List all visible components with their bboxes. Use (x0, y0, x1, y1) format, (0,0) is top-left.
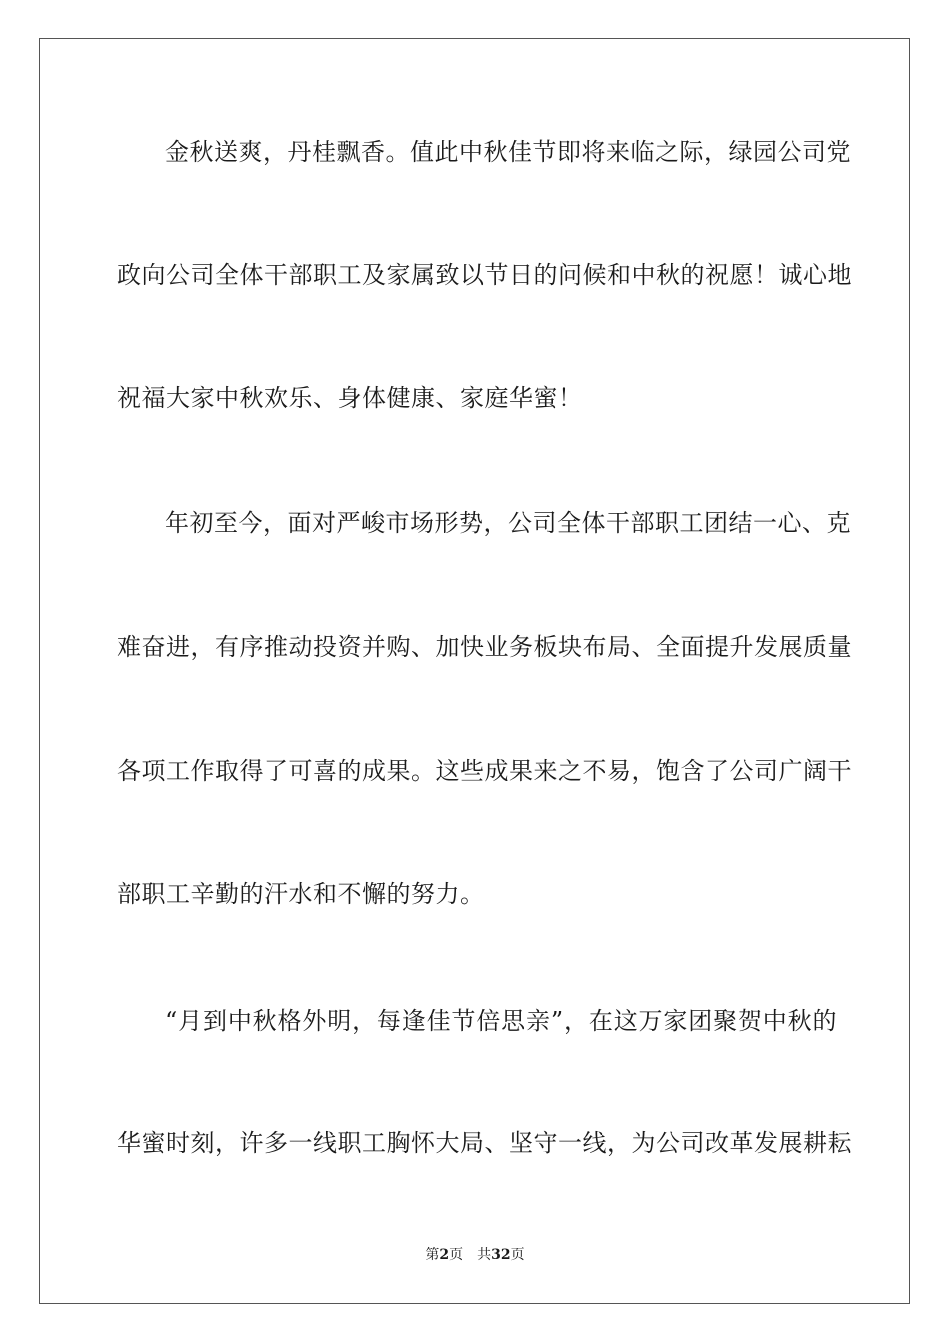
page-footer (0, 1246, 950, 1264)
paragraph-3-line-2: 华蜜时刻，许多一线职工胸怀大局、坚守一线，为公司改革发展耕耘 (117, 1129, 852, 1157)
total-pages: 32 (491, 1247, 511, 1263)
paragraph-1-line-3: 祝福大家中秋欢乐、身体健康、家庭华蜜！ (117, 384, 583, 412)
page-suffix: 页 (449, 1247, 464, 1263)
total-suffix: 页 (510, 1247, 525, 1263)
paragraph-1-line-2: 政向公司全体干部职工及家属致以节日的问候和中秋的祝愿！诚心地 (117, 261, 852, 289)
paragraph-1-line-1: 金秋送爽，丹桂飘香。值此中秋佳节即将来临之际，绿园公司党 (165, 138, 851, 166)
paragraph-2-line-1: 年初至今，面对严峻市场形势，公司全体干部职工团结一心、克 (165, 509, 851, 537)
paragraph-2-line-3: 各项工作取得了可喜的成果。这些成果来之不易，饱含了公司广阔干 (117, 757, 852, 785)
page-border (39, 38, 910, 1304)
total-prefix: 共 (477, 1247, 492, 1263)
paragraph-2-line-2: 难奋进，有序推动投资并购、加快业务板块布局、全面提升发展质量 (117, 633, 852, 661)
paragraph-2-line-4: 部职工辛勤的汗水和不懈的努力。 (117, 880, 485, 908)
paragraph-3-line-1: “月到中秋格外明，每逢佳节倍思亲”，在这万家团聚贺中秋的 (165, 1007, 837, 1035)
page-number: 2 (439, 1247, 450, 1263)
page-prefix: 第 (425, 1247, 440, 1263)
